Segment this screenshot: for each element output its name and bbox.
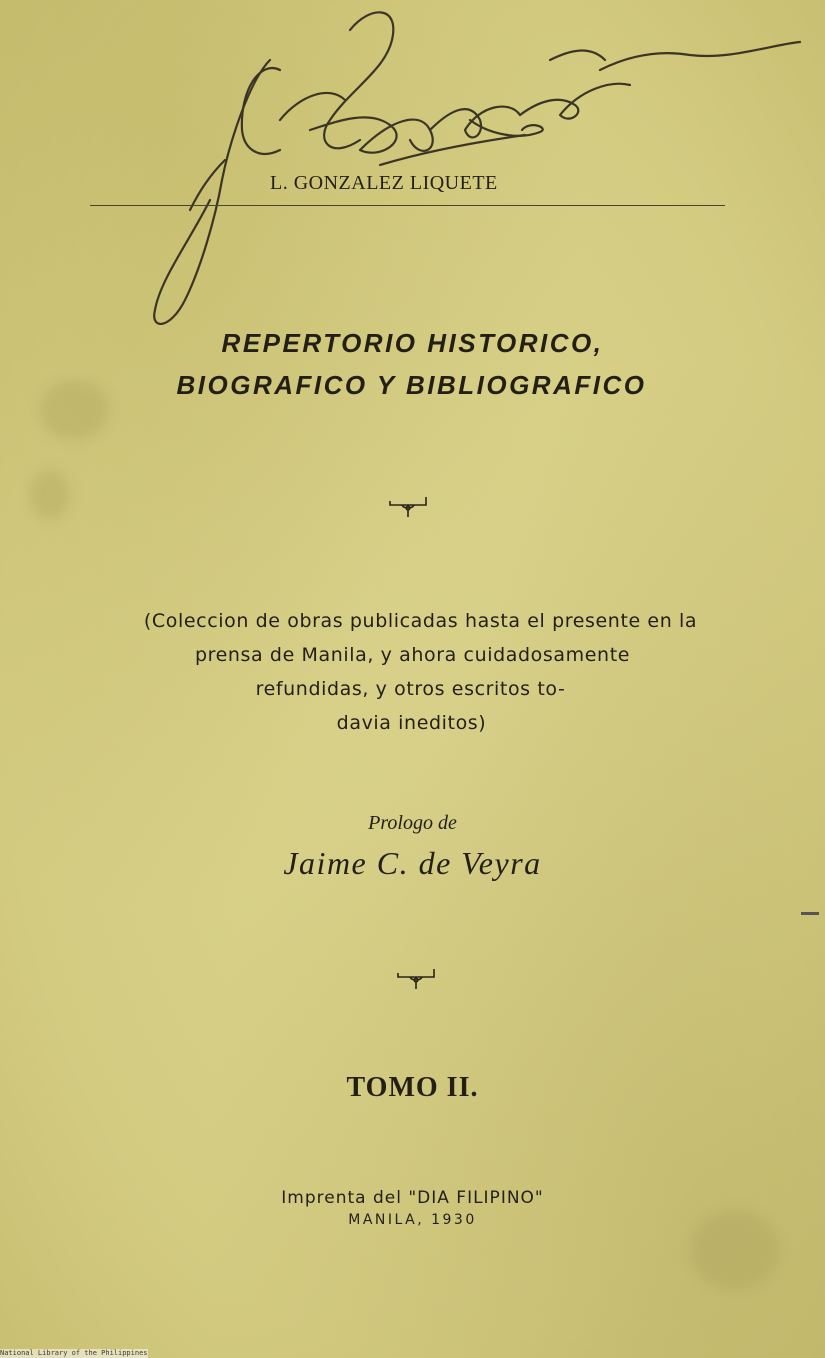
prologue-author: Jaime C. de Veyra xyxy=(283,845,542,881)
title-line-2: BIOGRAFICO Y BIBLIOGRAFICO xyxy=(176,370,647,400)
author-rule xyxy=(90,205,725,206)
library-watermark: National Library of the Philippines xyxy=(0,1349,148,1357)
imprint-place-year: MANILA, 1930 xyxy=(348,1212,477,1228)
description-line-1: (Coleccion de obras publicadas hasta el presente en la xyxy=(143,610,698,632)
description-line-3: refundidas, y otros escritos to- xyxy=(255,678,566,700)
volume-number: TOMO II. xyxy=(346,1072,479,1103)
prologue-label: Prologo de xyxy=(368,812,457,834)
printer-ornament-icon xyxy=(396,965,436,991)
handwritten-signature-icon xyxy=(130,0,810,330)
imprint-printer: Imprenta del "DIA FILIPINO" xyxy=(281,1188,544,1208)
description-line-2: prensa de Manila, y ahora cuidadosamente xyxy=(194,644,631,666)
author-name: L. GONZALEZ LIQUETE xyxy=(270,172,498,194)
edge-mark xyxy=(801,912,819,915)
description-line-4: davia ineditos) xyxy=(336,712,487,734)
paper-stain xyxy=(30,470,70,520)
title-line-1: REPERTORIO HISTORICO, xyxy=(221,328,604,358)
printer-ornament-icon xyxy=(388,493,428,519)
